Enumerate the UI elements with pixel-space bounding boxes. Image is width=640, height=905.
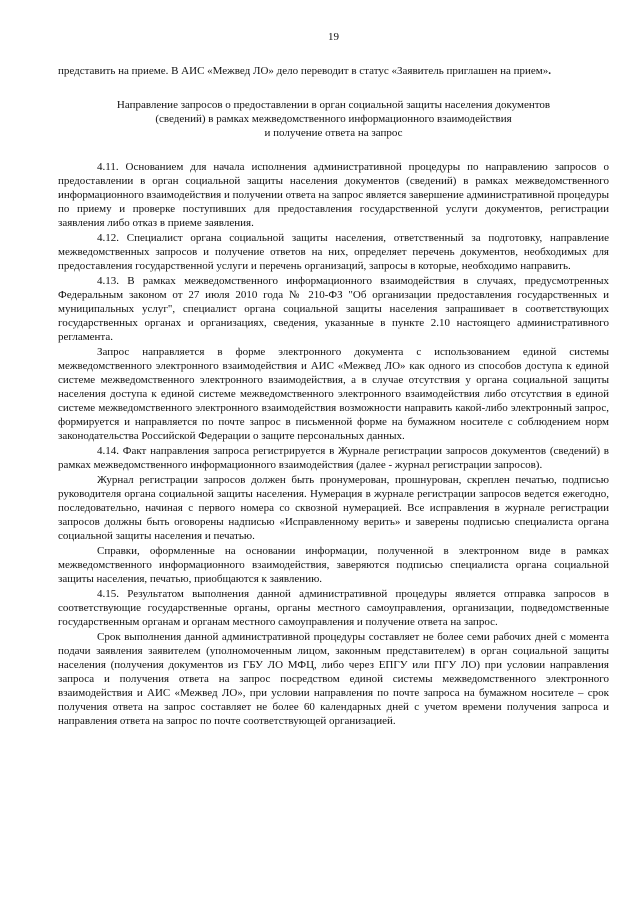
paragraph-certificates: Справки, оформленные на основании информации, полученной в электронном виде в рамках межведомственного информационного взаимодействия, заверяются подписью специалиста органа социальной защиты населения, печатью, приобщаются к заявлению. [58, 545, 609, 585]
section-title-line-1: Направление запросов о предоставлении в орган социальной защиты населения документов [116, 99, 551, 111]
paragraph-4-12: 4.12. Специалист органа социальной защиты населения, ответственный за подготовку, направление межведомственных запросов и получение ответов на них, определяет перечень документов, необходимых для предоставления государственной услуги и перечень организаций, запросы в которые, необходимо направить. [58, 232, 609, 272]
paragraph-deadline: Срок выполнения данной административной процедуры составляет не более семи рабочих дней с момента подачи заявления заявителем (уполномоченным лицом, законным представителем) в орган социальной защиты населения (получения документов из ГБУ ЛО МФЦ, либо через ЕПГУ или ПГУ ЛО) при условии направления запроса и получения ответа на запрос посредством единой системы межведомственного электронного взаимодействия и АИС «Межвед ЛО», при условии направления по почте запроса на бумажном носителе – срок получения ответа на запрос составляет не более 60 календарных дней с учетом времени получения запроса и направления ответа на запрос по почте соответствующей организацией. [58, 631, 609, 727]
section-title-line-2: (сведений) в рамках межведомственного информационного взаимодействия [155, 113, 512, 125]
paragraph-4-15: 4.15. Результатом выполнения данной административной процедуры является отправка запросов в соответствующие государственные органы, органы местного самоуправления, организации, подведомственные государственным органам и органам местного самоуправления и получение ответа на запрос. [58, 588, 609, 628]
section-title [58, 98, 609, 140]
intro-text: представить на приеме. В АИС «Межвед ЛО» дело переводит в статус «Заявитель приглашен на прием» [58, 65, 549, 77]
page-number: 19 [328, 31, 339, 43]
intro-paragraph [58, 64, 609, 78]
paragraph-4-13: 4.13. В рамках межведомственного информационного взаимодействия в случаях, предусмотренных Федеральным законом от 27 июля 2010 года № 210-ФЗ "Об организации предоставления государственных и муниципальных услуг", специалист органа социальной защиты населения запрашивает в соответствующих государственных органах и организациях, сведения, указанные в пункте 2.10 настоящего административного регламента. [58, 275, 609, 343]
intro-bold-end: . [548, 65, 551, 77]
paragraph-journal: Журнал регистрации запросов должен быть пронумерован, прошнурован, скреплен печатью, подписью руководителя органа социальной защиты населения. Нумерация в журнале регистрации запросов ведется ежегодно, последовательно, начиная с первого номера со сквозной нумерацией. Все исправления в журнале регистрации запросов должны быть оговорены надписью «Исправленному верить» и заверены подписью специалиста органа социальной защиты населения и печатью. [58, 474, 609, 542]
paragraph-4-11: 4.11. Основанием для начала исполнения административной процедуры по направлению запросов о предоставлении в орган социальной защиты населения документов (сведений) в рамках межведомственного информационного взаимодействия и получении ответа на запрос является завершение административной процедуры по приему и проверке поступивших для предоставления государственной услуги документов, регистрации заявления либо отказ в приеме заявления. [58, 161, 609, 229]
document-page [58, 30, 609, 728]
section-title-line-3: и получение ответа на запрос [264, 127, 403, 139]
paragraph-request-form: Запрос направляется в форме электронного документа с использованием единой системы межведомственного электронного взаимодействия и АИС «Межвед ЛО» как одного из способов доступа к единой системе межведомственного электронного взаимодействия, а в случае отсутствия у органа социальной защиты населения доступа к единой системе межведомственного электронного взаимодействия либо отсутствия в единой системе межведомственного электронного взаимодействия возможности направить какой-либо электронный запрос, формируется и направляется по почте запрос в письменной форме на бумажном носителе с соблюдением норм законодательства Российской Федерации о защите персональных данных. [58, 346, 609, 442]
paragraph-4-14: 4.14. Факт направления запроса регистрируется в Журнале регистрации запросов документов (сведений) в рамках межведомственного информационного взаимодействия (далее - журнал регистрации запросов). [58, 445, 609, 471]
